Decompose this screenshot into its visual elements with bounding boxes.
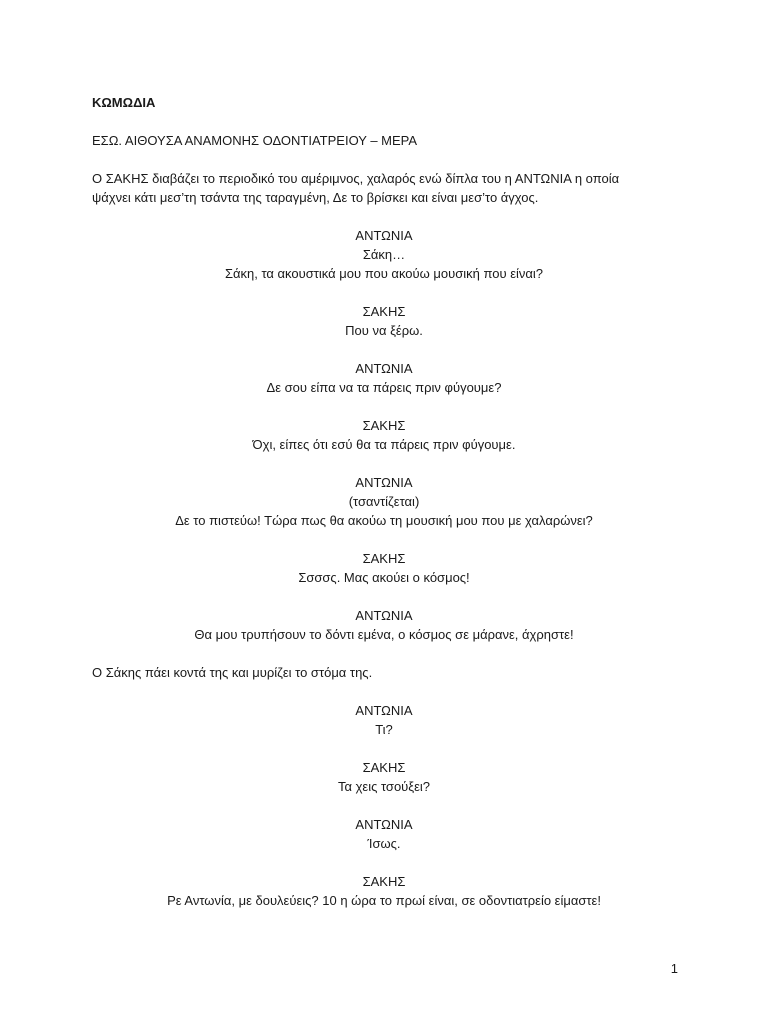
dialogue-line: Ίσως.: [367, 836, 401, 851]
action-line: ψάχνει κάτι μεσ’τη τσάντα της ταραγμένη, Δε το βρίσκει και είναι μεσ’το άγχος.: [92, 190, 539, 205]
dialogue-line: Δε σου είπα να τα πάρεις πριν φύγουμε?: [266, 380, 502, 395]
character-name: ΣΑΚΗΣ: [362, 304, 406, 319]
dialogue-line: Σσσσς. Μας ακούει ο κόσμος!: [298, 570, 470, 585]
dialogue-line: Σάκη…: [362, 247, 406, 262]
character-name: ΣΑΚΗΣ: [362, 418, 406, 433]
character-name: ΑΝΤΩΝΙΑ: [355, 475, 413, 490]
document-title: ΚΩΜΩΔΙΑ: [92, 95, 156, 110]
page-number: 1: [670, 961, 678, 976]
parenthetical: (τσαντίζεται): [348, 494, 420, 509]
dialogue-line: Θα μου τρυπήσουν το δόντι εμένα, ο κόσμος σε μάρανε, άχρηστε!: [194, 627, 574, 642]
character-name: ΣΑΚΗΣ: [362, 551, 406, 566]
dialogue-line: Τι?: [375, 722, 393, 737]
action-line: Ο ΣΑΚΗΣ διαβάζει το περιοδικό του αμέριμνος, χαλαρός ενώ δίπλα του η ΑΝΤΩΝΙΑ η οποία: [92, 171, 620, 186]
dialogue-line: Σάκη, τα ακουστικά μου που ακούω μουσική που είναι?: [224, 266, 544, 281]
character-name: ΑΝΤΩΝΙΑ: [355, 361, 413, 376]
dialogue-line: Όχι, είπες ότι εσύ θα τα πάρεις πριν φύγουμε.: [252, 437, 516, 452]
dialogue-line: Δε το πιστεύω! Τώρα πως θα ακούω τη μουσική μου που με χαλαρώνει?: [175, 513, 593, 528]
character-name: ΑΝΤΩΝΙΑ: [355, 228, 413, 243]
character-name: ΣΑΚΗΣ: [362, 760, 406, 775]
scene-heading: ΕΣΩ. ΑΙΘΟΥΣΑ ΑΝΑΜΟΝΗΣ ΟΔΟΝΤΙΑΤΡΕΙΟΥ – ΜΕΡΑ: [92, 133, 418, 148]
character-name: ΣΑΚΗΣ: [362, 874, 406, 889]
character-name: ΑΝΤΩΝΙΑ: [355, 608, 413, 623]
dialogue-line: Ρε Αντωνία, με δουλεύεις? 10 η ώρα το πρωί είναι, σε οδοντιατρείο είμαστε!: [167, 893, 601, 908]
dialogue-line: Που να ξέρω.: [345, 323, 423, 338]
dialogue-line: Τα χεις τσούξει?: [337, 779, 431, 794]
character-name: ΑΝΤΩΝΙΑ: [355, 817, 413, 832]
character-name: ΑΝΤΩΝΙΑ: [355, 703, 413, 718]
action-line: Ο Σάκης πάει κοντά της και μυρίζει το στόμα της.: [92, 665, 373, 680]
